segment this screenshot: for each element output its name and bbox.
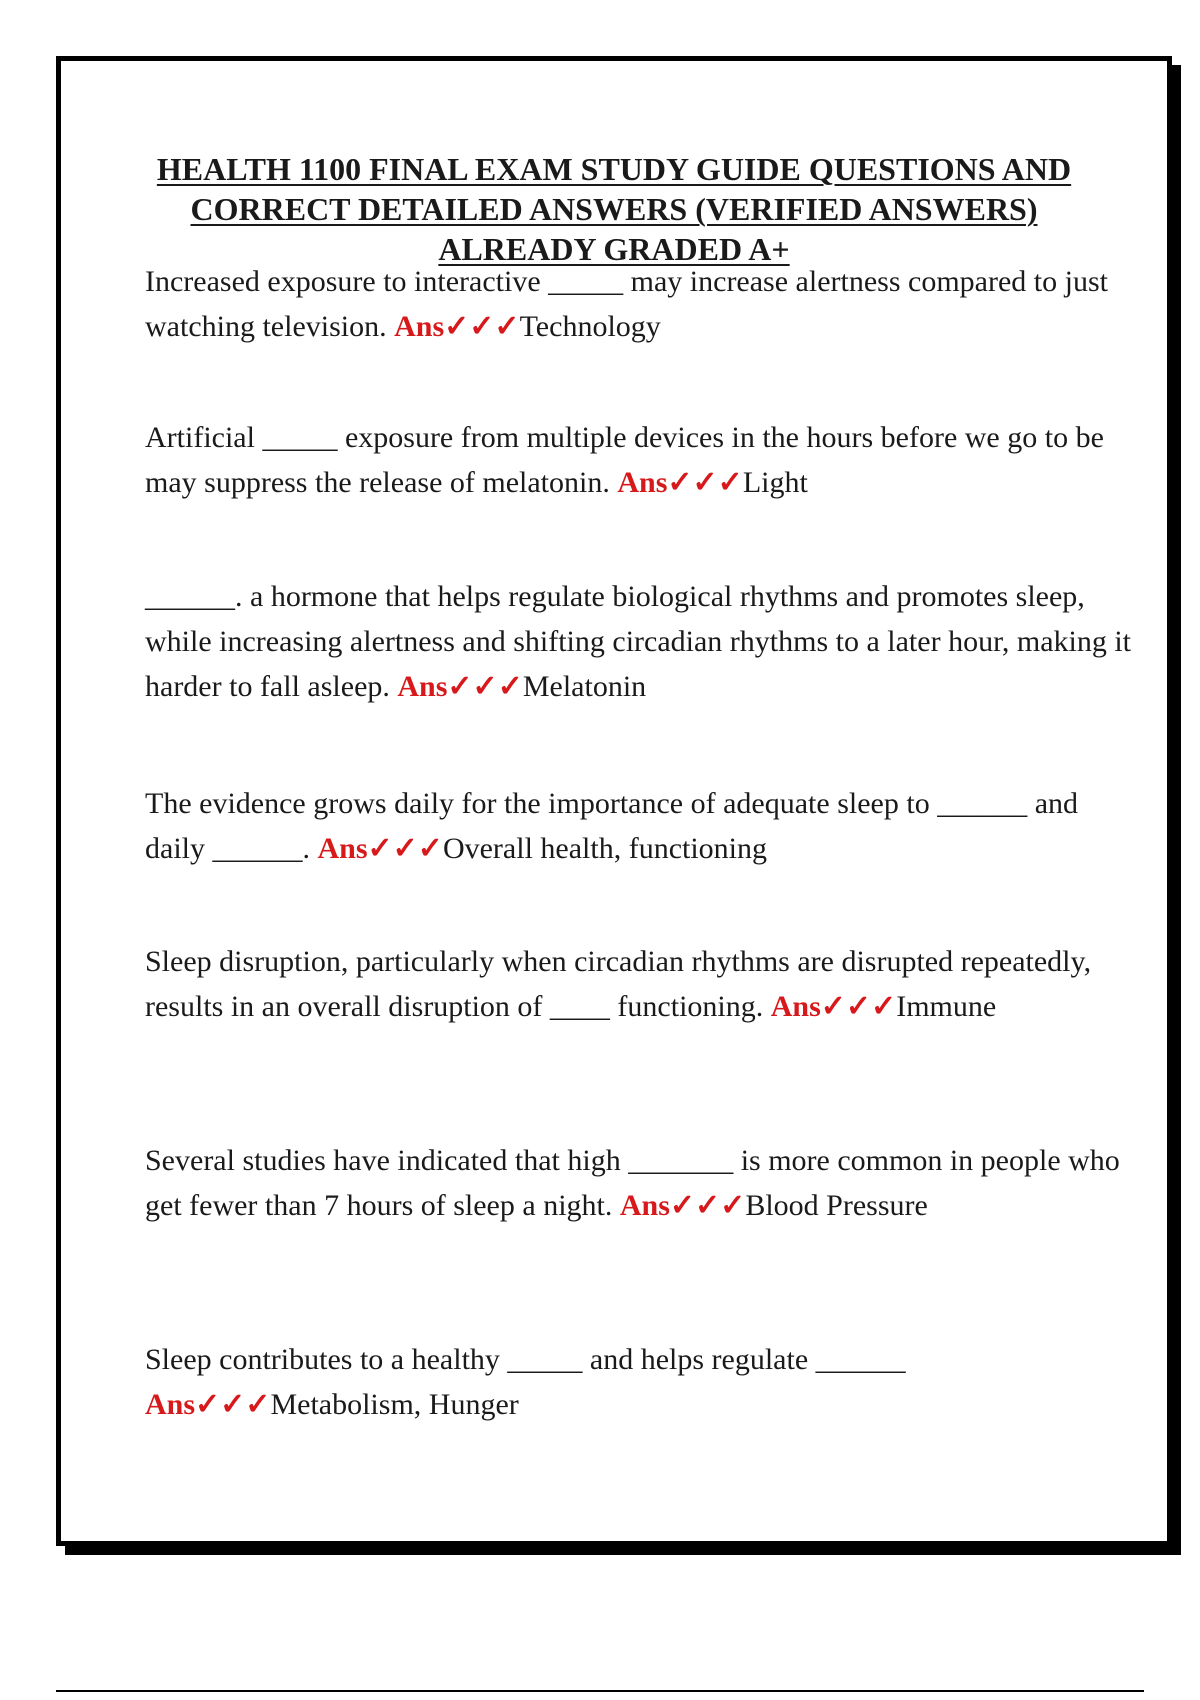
check-icon: ✓✓✓ <box>367 832 443 865</box>
check-icon: ✓✓✓ <box>195 1388 271 1421</box>
answer-label: Ans <box>770 990 821 1023</box>
qa-item <box>145 415 1135 505</box>
answer-text: Overall health, functioning <box>442 832 768 865</box>
answer-text: Blood Pressure <box>745 1189 928 1222</box>
answer-text: Light <box>742 466 808 499</box>
question-text: The evidence grows daily for the importance of adequate sleep to ______ and daily ______. <box>145 787 1079 865</box>
check-icon: ✓✓✓ <box>667 466 743 499</box>
answer-label: Ans <box>619 1189 670 1222</box>
answer-label: Ans <box>145 1388 196 1421</box>
check-icon: ✓✓✓ <box>444 310 520 343</box>
answer-text: Technology <box>519 310 661 343</box>
qa-item <box>145 1337 1135 1427</box>
answer-text: Melatonin <box>522 670 647 703</box>
title-line: HEALTH 1100 FINAL EXAM STUDY GUIDE QUESTIONS AND <box>156 151 1072 187</box>
question-text: Artificial _____ exposure from multiple devices in the hours before we go to be may suppress the release of melatonin. <box>145 421 1104 499</box>
check-icon: ✓✓✓ <box>669 1189 746 1222</box>
answer-label: Ans <box>617 466 668 499</box>
question-text: Several studies have indicated that high _______ is more common in people who get fewer than 7 hours of sleep a night. <box>145 1144 1120 1222</box>
answer-text: Metabolism, Hunger <box>270 1388 519 1421</box>
question-text: ______. a hormone that helps regulate biological rhythms and promotes sleep, while increasing alertness and shifting circadian rhythms to a later hour, making it harder to fall asleep. <box>145 580 1132 703</box>
answer-label: Ans <box>397 670 448 703</box>
footer-divider <box>56 1690 1144 1692</box>
question-text: Sleep contributes to a healthy _____ and helps regulate ______ <box>145 1343 906 1376</box>
question-text: Sleep disruption, particularly when circadian rhythms are disrupted repeatedly, results in an overall disruption of ____ functioning. <box>145 945 1092 1023</box>
title-line: CORRECT DETAILED ANSWERS (VERIFIED ANSWERS) <box>190 191 1038 227</box>
qa-item <box>145 781 1135 871</box>
qa-item <box>145 259 1135 349</box>
document-title <box>61 149 1167 269</box>
check-icon: ✓✓✓ <box>447 670 523 703</box>
qa-item <box>145 574 1135 709</box>
qa-item <box>145 939 1135 1029</box>
page-frame <box>56 56 1172 1546</box>
check-icon: ✓✓✓ <box>820 990 897 1023</box>
title-line: ALREADY GRADED A+ <box>438 231 790 267</box>
answer-text: Immune <box>896 990 997 1023</box>
answer-label: Ans <box>317 832 368 865</box>
answer-label: Ans <box>394 310 445 343</box>
question-text: Increased exposure to interactive _____ may increase alertness compared to just watching television. <box>145 265 1108 343</box>
qa-item <box>145 1138 1135 1228</box>
